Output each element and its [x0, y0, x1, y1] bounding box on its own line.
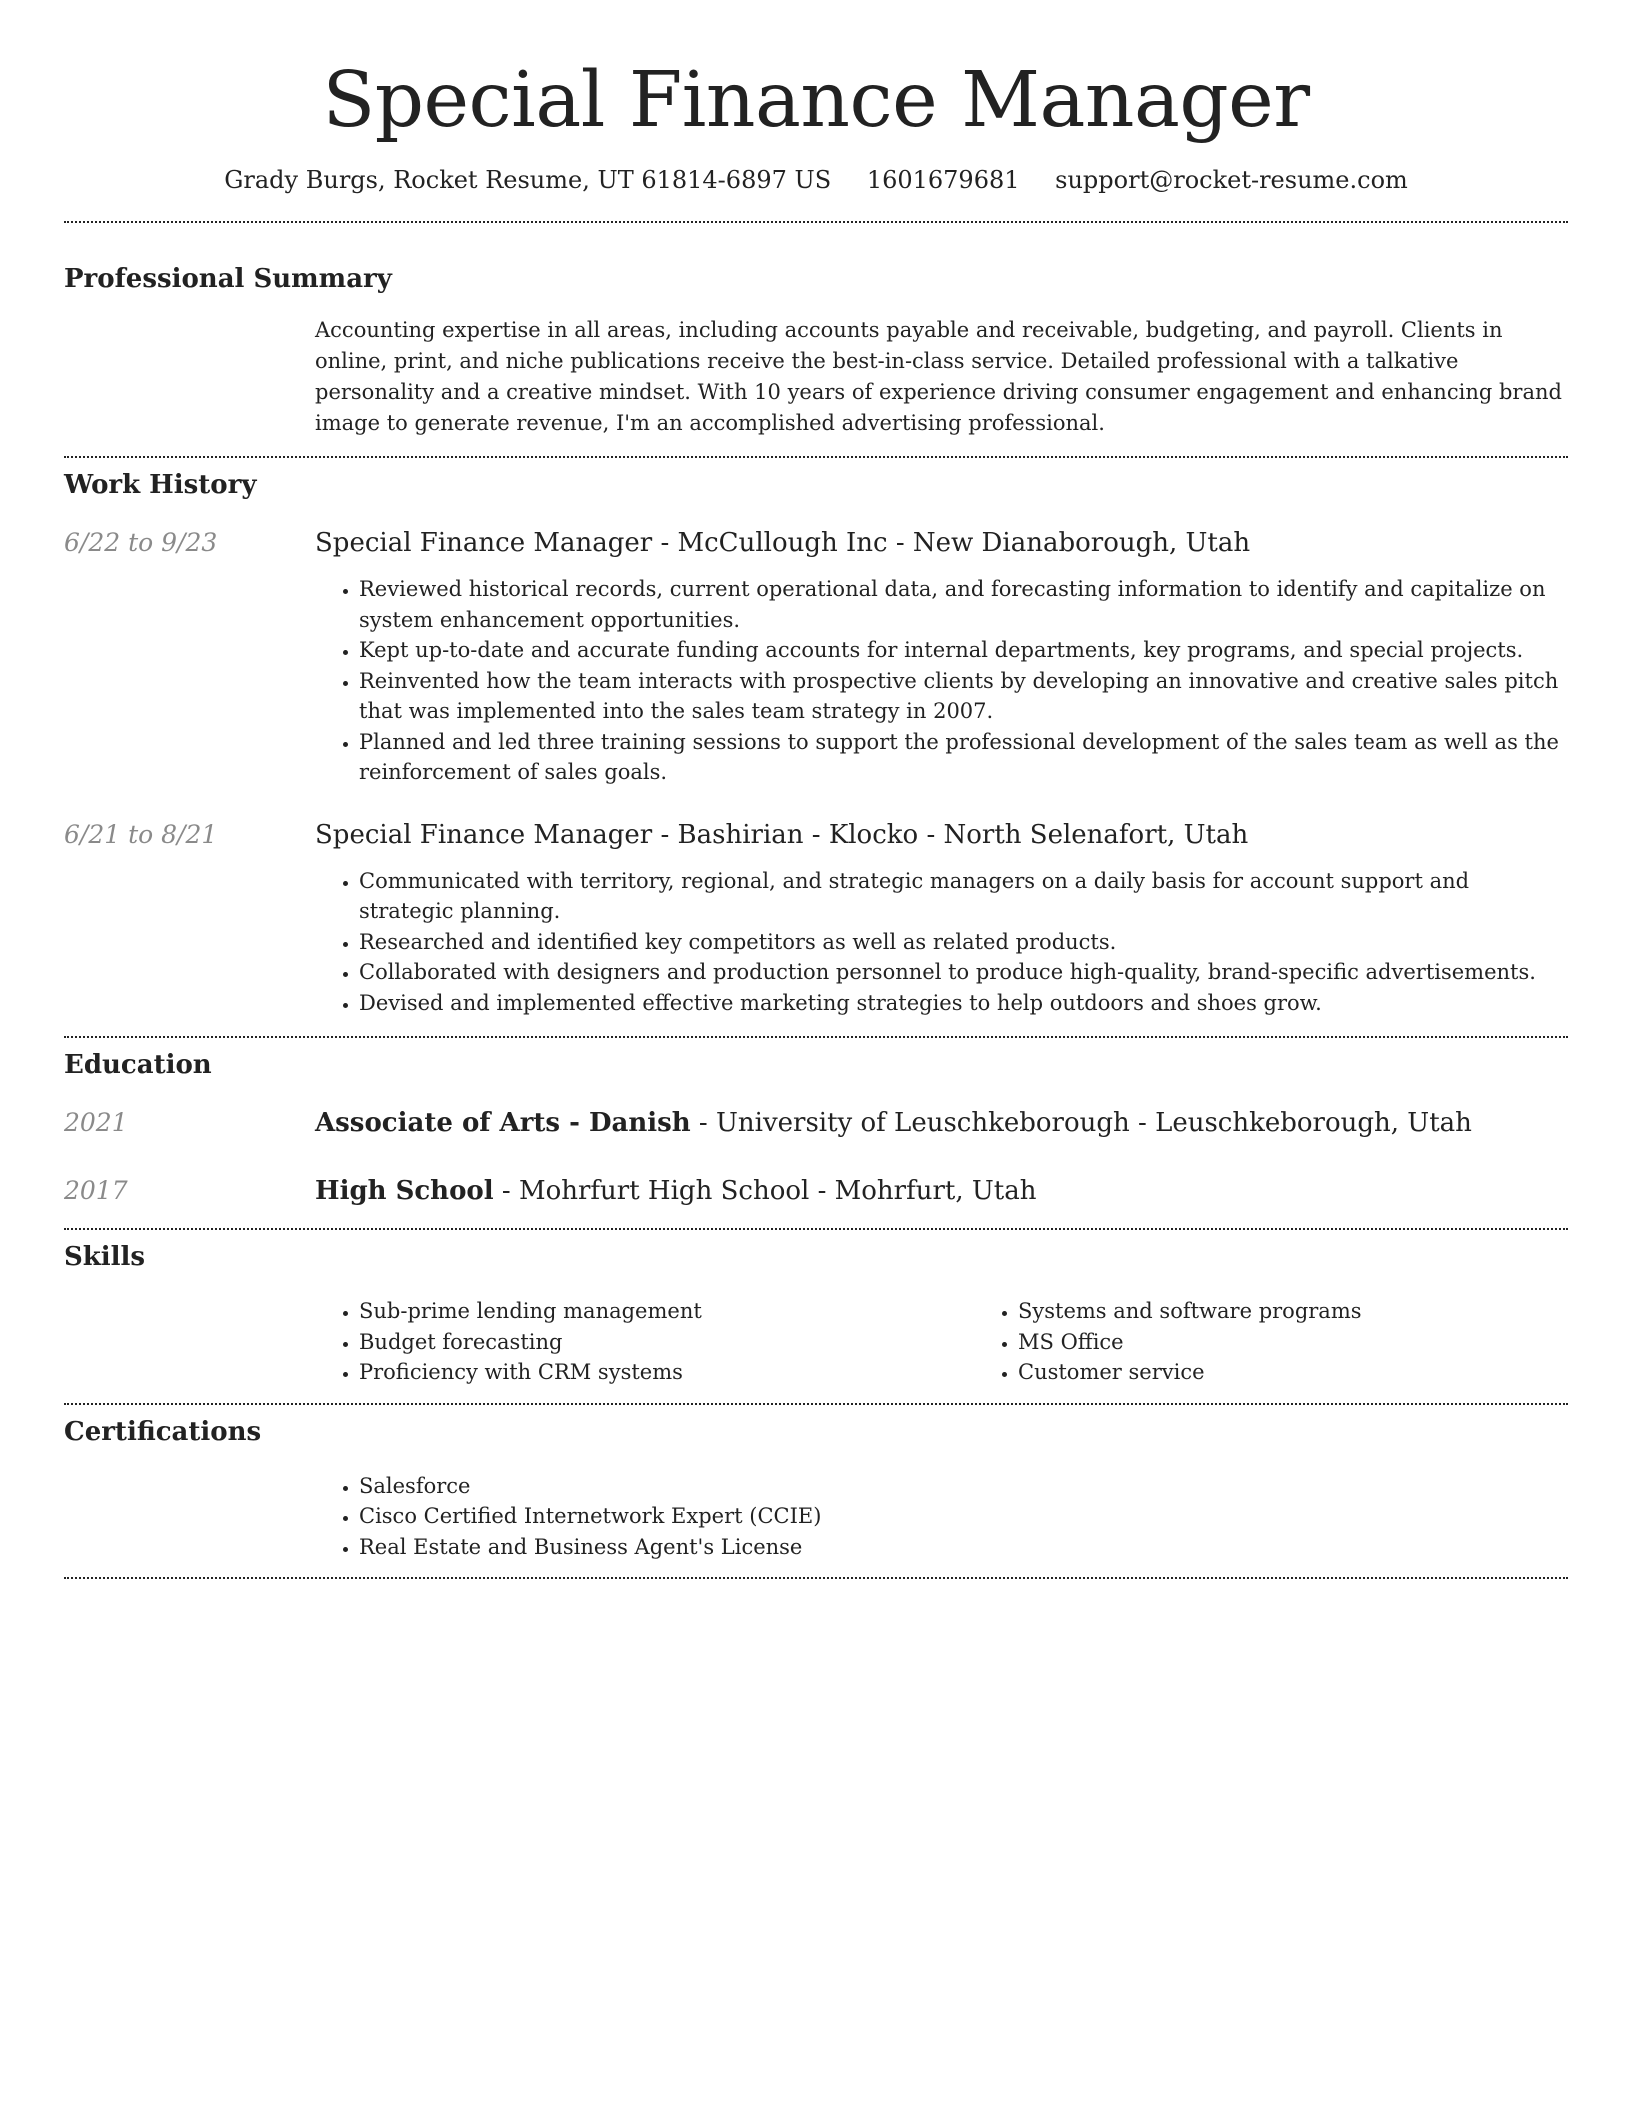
list-item: • Kept up-to-date and accurate funding accounts for internal departments, key programs, and special projects. [359, 635, 1568, 666]
divider [64, 1403, 1568, 1405]
work-heading: Work History [64, 470, 257, 500]
skills-list-left [315, 1296, 974, 1388]
job-entry [64, 818, 1568, 1019]
education-degree: Associate of Arts - Danish [315, 1108, 691, 1138]
list-item: • Reinvented how the team interacts with prospective clients by developing an innovative and creative sales pitch that was implemented into the sales team strategy in 2007. [359, 666, 1568, 727]
job-bullets [315, 574, 1568, 788]
list-item: • Reviewed historical records, current operational data, and forecasting information to identify and capitalize on system enhancement opportunities. [359, 574, 1568, 635]
summary-text: Accounting expertise in all areas, including accounts payable and receivable, budgeting, and payroll. Clients in online, print, and niche publications receive the best-in-class service. Detailed professional with a talkative personality and a creative mindset. With 10 years of experience driving consumer engagement and enhancing brand image to generate revenue, I'm an accomplished advertising professional. [315, 318, 1562, 435]
job-entry [64, 526, 1568, 788]
job-headline: Special Finance Manager - McCullough Inc - New Dianaborough, Utah [315, 528, 1251, 558]
education-degree: High School [315, 1176, 494, 1206]
education-year: 2017 [64, 1176, 128, 1205]
job-dates: 6/21 to 8/21 [64, 819, 218, 849]
list-item: • Sub-prime lending management [359, 1296, 974, 1327]
education-entry [64, 1174, 1568, 1208]
list-item: • Researched and identified key competitors as well as related products. [359, 927, 1568, 958]
divider [64, 1577, 1568, 1579]
divider [64, 456, 1568, 458]
list-item: • Devised and implemented effective marketing strategies to help outdoors and shoes grow. [359, 988, 1568, 1019]
list-item: • Communicated with territory, regional, and strategic managers on a daily basis for account support and strategic planning. [359, 866, 1568, 927]
list-item: • Proficiency with CRM systems [359, 1357, 974, 1388]
summary-heading: Professional Summary [64, 264, 392, 294]
certifications-heading: Certifications [64, 1416, 262, 1447]
resume-title: Special Finance Manager [322, 56, 1310, 145]
list-item: • MS Office [1018, 1327, 1632, 1358]
list-item: • Salesforce [359, 1471, 1568, 1502]
job-dates: 6/22 to 9/23 [64, 528, 218, 557]
education-section [64, 1048, 1568, 1208]
education-school: - Mohrfurt High School - Mohrfurt, Utah [493, 1176, 1037, 1206]
skills-section [64, 1240, 1568, 1388]
list-item: • Collaborated with designers and production personnel to produce high-quality, brand-specific advertisements. [359, 957, 1568, 988]
education-heading: Education [64, 1050, 212, 1080]
divider [64, 1036, 1568, 1038]
divider [64, 221, 1568, 223]
job-headline: Special Finance Manager - Bashirian - Klocko - North Selenafort, Utah [315, 819, 1249, 850]
list-item: • Real Estate and Business Agent's License [359, 1532, 1568, 1563]
skills-list-right [974, 1296, 1632, 1388]
contact-email: support@rocket-resume.com [1055, 166, 1408, 194]
certifications-list [315, 1471, 1568, 1563]
resume-page [64, 0, 1568, 1579]
list-item: • Budget forecasting [359, 1327, 974, 1358]
list-item: • Cisco Certified Internetwork Expert (CCIE) [359, 1501, 1568, 1532]
contact-phone: 1601679681 [866, 166, 1020, 194]
certifications-section [64, 1415, 1568, 1563]
list-item: • Systems and software programs [1018, 1296, 1632, 1327]
work-section [64, 468, 1568, 1018]
list-item: • Planned and led three training sessions to support the professional development of the sales team as well as the reinforcement of sales goals. [359, 727, 1568, 788]
list-item: • Customer service [1018, 1357, 1632, 1388]
skills-heading: Skills [64, 1242, 146, 1272]
education-entry [64, 1106, 1568, 1140]
education-year: 2021 [64, 1108, 128, 1137]
job-bullets [315, 866, 1568, 1019]
contact-address: Grady Burgs, Rocket Resume, UT 61814-6897 US [224, 166, 832, 194]
divider [64, 1228, 1568, 1230]
education-school: - University of Leuschkeborough - Leuschkeborough, Utah [690, 1108, 1472, 1138]
contact-line [64, 164, 1568, 196]
summary-section [64, 262, 1568, 439]
